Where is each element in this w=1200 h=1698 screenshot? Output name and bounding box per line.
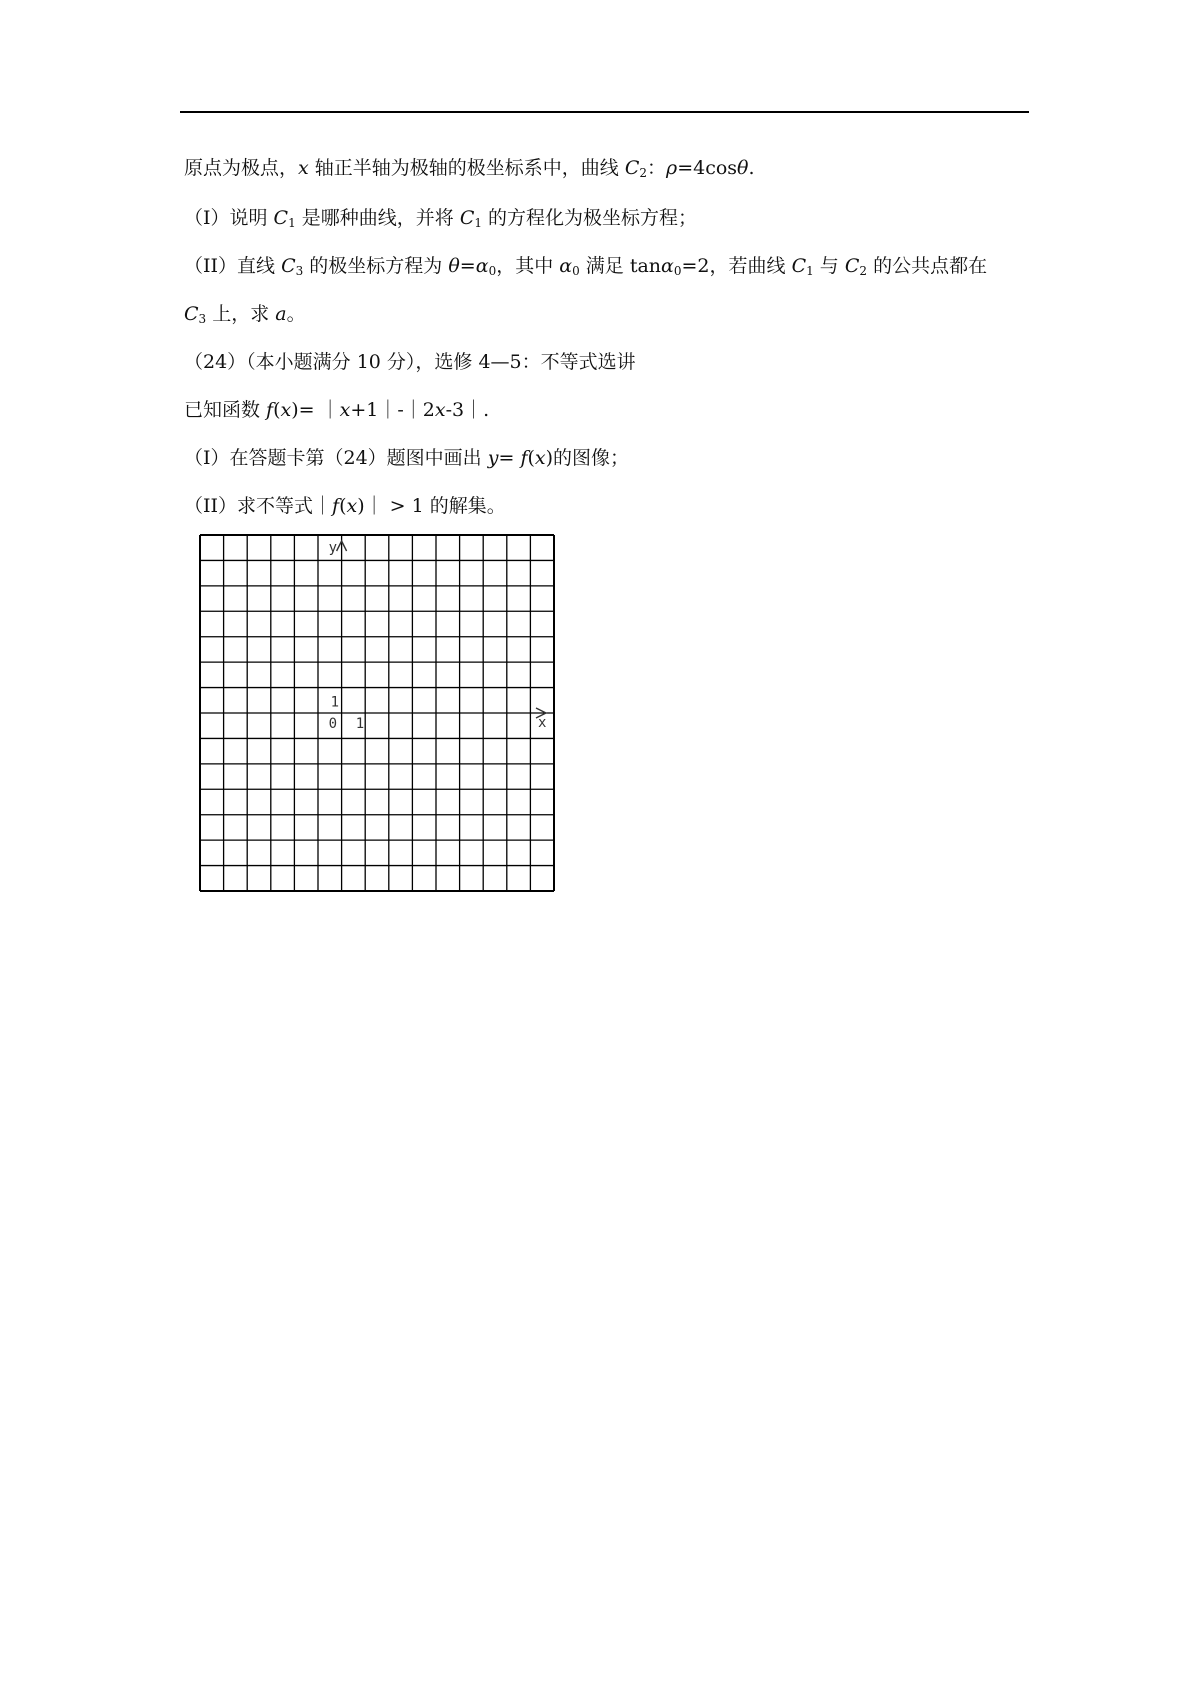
text-segment: . bbox=[748, 157, 755, 179]
text-segment: α bbox=[475, 255, 489, 277]
text-segment: 上，求 bbox=[206, 303, 276, 325]
text-segment: x bbox=[280, 399, 292, 421]
text-segment: x bbox=[298, 157, 309, 179]
text-segment: ，其中 bbox=[496, 255, 560, 277]
grid-svg bbox=[199, 534, 555, 892]
text-segment: C bbox=[624, 157, 640, 179]
text-segment: x bbox=[346, 495, 358, 517]
text-segment: f bbox=[266, 399, 274, 421]
text-segment: x bbox=[339, 399, 351, 421]
question-part-1 bbox=[184, 446, 629, 470]
text-segment: x bbox=[434, 399, 446, 421]
text-line-1 bbox=[184, 156, 755, 180]
text-segment: 0 bbox=[673, 264, 682, 278]
text-segment: C bbox=[459, 207, 475, 229]
text-segment: α bbox=[661, 255, 674, 277]
text-segment: =2，若曲线 bbox=[681, 255, 792, 277]
y-unit-label: 1 bbox=[330, 694, 340, 711]
text-segment: ( bbox=[273, 399, 281, 421]
text-segment: ( bbox=[339, 495, 347, 517]
text-line-2 bbox=[184, 206, 697, 230]
text-segment: = bbox=[459, 255, 476, 277]
text-segment: ρ bbox=[666, 157, 678, 179]
text-segment: 2 bbox=[859, 264, 868, 278]
text-segment: （I）在答题卡第（24）题图中画出 bbox=[184, 447, 488, 469]
x-axis-label: x bbox=[538, 715, 547, 731]
text-segment: C bbox=[273, 207, 289, 229]
text-segment: )｜ > 1 的解集。 bbox=[357, 495, 506, 517]
text-segment: ( bbox=[527, 447, 535, 469]
text-segment: 1 bbox=[806, 264, 814, 278]
text-segment: )= ｜ bbox=[291, 399, 340, 421]
text-segment: 的方程化为极坐标方程； bbox=[482, 207, 698, 229]
y-axis-label: y bbox=[328, 540, 338, 556]
text-segment: 0 bbox=[572, 264, 580, 278]
problem-24-heading bbox=[184, 350, 636, 374]
text-segment: a bbox=[275, 303, 287, 325]
text-segment: 原点为极点， bbox=[184, 157, 299, 179]
text-segment: 1 bbox=[288, 216, 296, 230]
function-definition bbox=[184, 398, 489, 422]
text-segment: 的公共点都在 bbox=[867, 255, 988, 277]
text-line-3 bbox=[184, 254, 987, 278]
text-segment: 2 bbox=[639, 166, 648, 180]
text-segment: 与 bbox=[813, 255, 845, 277]
text-segment: 0 bbox=[488, 264, 497, 278]
text-segment: -3｜. bbox=[445, 399, 490, 421]
text-segment: 3 bbox=[295, 264, 304, 278]
text-segment: y bbox=[487, 447, 499, 469]
text-segment: C bbox=[184, 303, 199, 325]
text-segment: θ bbox=[448, 255, 460, 277]
x-unit-label: 1 bbox=[355, 716, 365, 732]
text-segment: =4cos bbox=[677, 157, 738, 179]
text-segment: α bbox=[559, 255, 573, 277]
text-segment: （II）求不等式｜ bbox=[184, 495, 333, 517]
text-segment: 1 bbox=[474, 216, 483, 230]
text-segment: 3 bbox=[198, 312, 207, 326]
text-segment: ： bbox=[647, 157, 667, 179]
header-rule bbox=[180, 111, 1029, 113]
text-segment: （24）（本小题满分 10 分），选修 4—5：不等式选讲 bbox=[184, 351, 636, 373]
text-segment: 。 bbox=[286, 303, 306, 325]
text-segment: )的图像； bbox=[545, 447, 630, 469]
text-segment: C bbox=[844, 255, 860, 277]
text-segment: θ bbox=[737, 157, 749, 179]
text-segment: 的极坐标方程为 bbox=[303, 255, 449, 277]
text-segment: x bbox=[534, 447, 546, 469]
text-segment: C bbox=[791, 255, 807, 277]
axes bbox=[337, 541, 546, 718]
text-segment: （II）直线 bbox=[184, 255, 282, 277]
text-segment: C bbox=[281, 255, 296, 277]
text-segment: +1｜-｜2 bbox=[350, 399, 435, 421]
grid-lines bbox=[200, 535, 554, 891]
text-segment: = bbox=[498, 447, 521, 469]
text-segment: f bbox=[332, 495, 340, 517]
text-segment: 轴正半轴为极轴的极坐标系中，曲线 bbox=[308, 157, 625, 179]
text-segment: 满足 tan bbox=[579, 255, 662, 277]
coordinate-grid bbox=[199, 534, 555, 892]
text-line-4 bbox=[184, 302, 306, 326]
origin-label: 0 bbox=[328, 716, 338, 732]
text-segment: 是哪种曲线，并将 bbox=[295, 207, 460, 229]
text-segment: f bbox=[520, 447, 528, 469]
question-part-2 bbox=[184, 494, 506, 518]
text-segment: （I）说明 bbox=[184, 207, 274, 229]
text-segment: 已知函数 bbox=[184, 399, 267, 421]
